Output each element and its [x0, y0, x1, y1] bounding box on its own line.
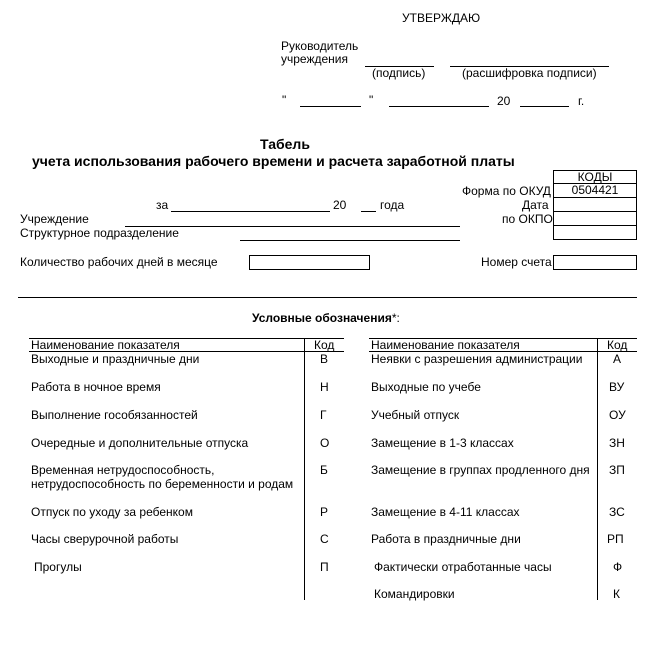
- right-row-code: Ф: [613, 560, 623, 574]
- right-row-code: ЗН: [609, 436, 625, 450]
- head-label-line2: учреждения: [281, 52, 348, 66]
- right-row-code: ВУ: [609, 380, 625, 394]
- decoding-caption: (расшифровка подписи): [462, 66, 597, 80]
- account-number-label: Номер счета: [481, 255, 552, 269]
- left-row-name: Работа в ночное время: [31, 380, 161, 394]
- right-row-name: Замещение в 4-11 классах: [371, 505, 520, 519]
- approval-day-line[interactable]: [300, 106, 361, 107]
- period-year-line[interactable]: [361, 211, 376, 212]
- approval-year-suffix: г.: [578, 94, 585, 108]
- left-row-code: О: [320, 436, 330, 450]
- right-row-name: Учебный отпуск: [371, 408, 460, 422]
- subdivision-label: Структурное подразделение: [20, 226, 179, 240]
- period-year-prefix: 20: [333, 198, 347, 212]
- left-row-code: Б: [320, 463, 328, 477]
- okpo-label: по ОКПО: [502, 212, 553, 226]
- left-row-name: Выходные и праздничные дни: [31, 352, 200, 366]
- institution-label: Учреждение: [20, 212, 89, 226]
- right-table-divider: [597, 338, 598, 600]
- right-row-name: Замещение в группах продленного дня: [371, 463, 590, 477]
- left-col-code-header: Код: [314, 338, 335, 352]
- left-row-code: Р: [320, 505, 329, 519]
- left-row-name: Очередные и дополнительные отпуска: [31, 436, 249, 450]
- left-row-name: Выполнение гособязанностей: [31, 408, 198, 422]
- date-value[interactable]: [553, 197, 637, 212]
- period-month-line[interactable]: [171, 211, 330, 212]
- left-row-code: Г: [320, 408, 327, 422]
- work-days-label: Количество рабочих дней в месяце: [20, 255, 218, 269]
- left-row-code: Н: [320, 380, 329, 394]
- extra-code-value[interactable]: [553, 225, 637, 240]
- quote-open: ": [282, 93, 287, 107]
- title-line2: учета использования рабочего времени и расчета заработной платы: [32, 153, 515, 169]
- left-col-name-header: Наименование показателя: [31, 338, 180, 352]
- okud-label: Форма по ОКУД: [462, 184, 551, 198]
- approval-year-prefix: 20: [497, 94, 511, 108]
- codes-header: КОДЫ: [553, 170, 637, 184]
- right-row-code: ЗП: [609, 463, 625, 477]
- right-row-code: РП: [607, 532, 624, 546]
- okpo-value[interactable]: [553, 211, 637, 226]
- approval-year-line[interactable]: [520, 106, 569, 107]
- left-row-name: Прогулы: [34, 560, 82, 574]
- section-divider: [18, 297, 637, 298]
- left-row-name: Временная нетрудоспособность,: [31, 463, 215, 477]
- right-col-code-header: Код: [607, 338, 628, 352]
- left-row-name-cont: нетрудоспособность по беременности и родам: [31, 477, 294, 491]
- right-row-name: Работа в праздничные дни: [371, 532, 521, 546]
- right-row-code: ЗС: [609, 505, 625, 519]
- left-row-name: Часы сверурочной работы: [31, 532, 179, 546]
- right-row-code: А: [613, 352, 622, 366]
- date-label: Дата: [522, 198, 549, 212]
- approve-label: УТВЕРЖДАЮ: [402, 11, 481, 25]
- quote-close: ": [369, 93, 374, 107]
- right-col-name-header: Наименование показателя: [371, 338, 520, 352]
- head-label-line1: Руководитель: [281, 39, 359, 53]
- subdivision-line[interactable]: [240, 240, 460, 241]
- left-row-code: П: [320, 560, 329, 574]
- title-line1: Табель: [260, 136, 310, 152]
- right-row-name: Командировки: [374, 587, 455, 601]
- approval-month-line[interactable]: [389, 106, 489, 107]
- signature-caption: (подпись): [372, 66, 426, 80]
- work-days-field[interactable]: [249, 255, 370, 270]
- left-row-code: В: [320, 352, 329, 366]
- right-row-name: Фактически отработанные часы: [374, 560, 552, 574]
- left-row-name: Отпуск по уходу за ребенком: [31, 505, 193, 519]
- period-year-suffix: года: [380, 198, 405, 212]
- period-for-label: за: [156, 198, 169, 212]
- right-row-name: Неявки с разрешения администрации: [371, 352, 583, 366]
- left-row-code: С: [320, 532, 329, 546]
- right-row-code: К: [613, 587, 620, 601]
- legend-title: Условные обозначения*:: [252, 311, 400, 325]
- right-row-name: Выходные по учебе: [371, 380, 481, 394]
- right-row-name: Замещение в 1-3 классах: [371, 436, 514, 450]
- right-row-code: ОУ: [609, 408, 626, 422]
- left-table-divider: [304, 338, 305, 600]
- okud-value[interactable]: 0504421: [553, 183, 637, 198]
- account-number-field[interactable]: [553, 255, 637, 270]
